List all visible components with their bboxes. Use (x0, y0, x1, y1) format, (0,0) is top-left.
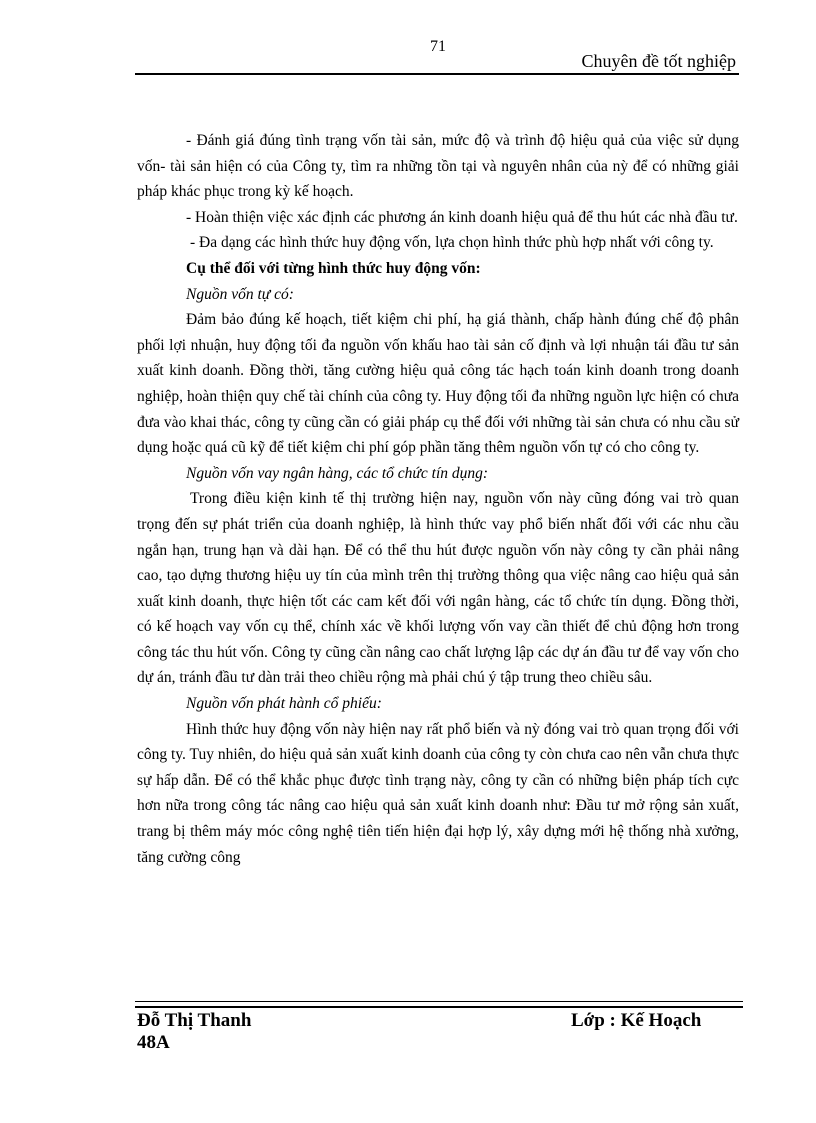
header-divider (135, 73, 739, 75)
paragraph-assessment: - Đánh giá đúng tình trạng vốn tài sản, mức độ và trình độ hiệu quả của việc sử dụng vốn- tài sản hiện có của Công ty, tìm ra những tồn tại và nguyên nhân của nỳ để có những giải pháp khác phục trong kỳ kế hoạch. (137, 132, 739, 201)
footer-author (137, 1010, 251, 1054)
subheading-own-capital: Nguồn vốn tự có: (186, 285, 294, 303)
subheading-bank-loans: Nguồn vốn vay ngân hàng, các tổ chức tín dụng: (186, 464, 489, 482)
page-number: 71 (430, 38, 446, 55)
section-heading: Cụ thể đối với từng hình thức huy động vốn: (186, 259, 481, 277)
footer-divider (135, 1001, 743, 1008)
footer-class-label: Lớp : Kế Hoạch (571, 1010, 702, 1031)
footer-author-class-code: 48A (137, 1032, 170, 1053)
paragraph-stock-issuance: Hình thức huy động vốn này hiện nay rất phổ biến và nỳ đóng vai trò quan trọng đối với công ty. Tuy nhiên, do hiệu quả sản xuất kinh doanh của công ty còn chưa cao nên vẫn chưa thực sự hấp dẫn. Để có thể khắc phục được tình trạng này, công ty cần có những biện pháp tích cực hơn nữa trong công tác nâng cao hiệu quả sản xuất kinh doanh như: Đầu tư mở rộng sản xuất, trang bị thêm máy móc công nghệ tiên tiến hiện đại hợp lý, xây dựng mới hệ thống nhà xưởng, tăng cường công (137, 720, 739, 866)
subheading-stock-issuance: Nguồn vốn phát hành cổ phiếu: (186, 695, 382, 713)
footer-author-name: Đỗ Thị Thanh (137, 1010, 252, 1031)
document-body (137, 128, 739, 870)
paragraph-bank-loans: Trong điều kiện kinh tế thị trường hiện nay, nguồn vốn này cũng đóng vai trò quan trọng đến sự phát triển của doanh nghiệp, là hình thức vay phổ biến nhất đối với các nhu cầu ngắn hạn, trung hạn và dài hạn. Để có thể thu hút được nguồn vốn này công ty cần phải nâng cao, tạo dựng thương hiệu uy tín của mình trên thị trường thông qua việc nâng cao hiệu quả sản xuất kinh doanh, thực hiện tốt các cam kết đối với ngân hàng, các tổ chức tín dụng. Đồng thời, có kế hoạch vay vốn cụ thể, chính xác về khối lượng vốn vay cần thiết để chủ động hơn trong công tác thu hút vốn. Công ty cũng cần nâng cao chất lượng lập các dự án đầu tư để vay vốn cho dự án, tránh đầu tư dàn trải theo chiều rộng mà phải chú ý tập trung theo chiều sâu. (137, 490, 739, 687)
paragraph-business-plans: - Hoàn thiện việc xác định các phương án kinh doanh hiệu quả để thu hút các nhà đầu tư. (186, 208, 738, 226)
paragraph-own-capital: Đảm bảo đúng kế hoạch, tiết kiệm chi phí, hạ giá thành, chấp hành đúng chế độ phân phối lợi nhuận, huy động tối đa nguồn vốn khấu hao tài sản cố định và lợi nhuận tái đầu tư sản xuất kinh doanh. Đồng thời, tăng cường hiệu quả công tác hạch toán kinh doanh trong doanh nghiệp, hoàn thiện quy chế tài chính của công ty. Huy động tối đa những nguồn lực hiện có chưa đưa vào khai thác, công ty cũng cần có giải pháp cụ thể đối với những tài sản chưa có nhu cầu sử dụng hoặc quá cũ kỹ để tiết kiệm chi phí góp phần tăng thêm nguồn vốn tự có cho công ty. (137, 311, 739, 457)
paragraph-diversify: - Đa dạng các hình thức huy động vốn, lựa chọn hình thức phù hợp nhất với công ty. (190, 234, 714, 252)
document-header-title: Chuyên đề tốt nghiệp (581, 51, 736, 71)
